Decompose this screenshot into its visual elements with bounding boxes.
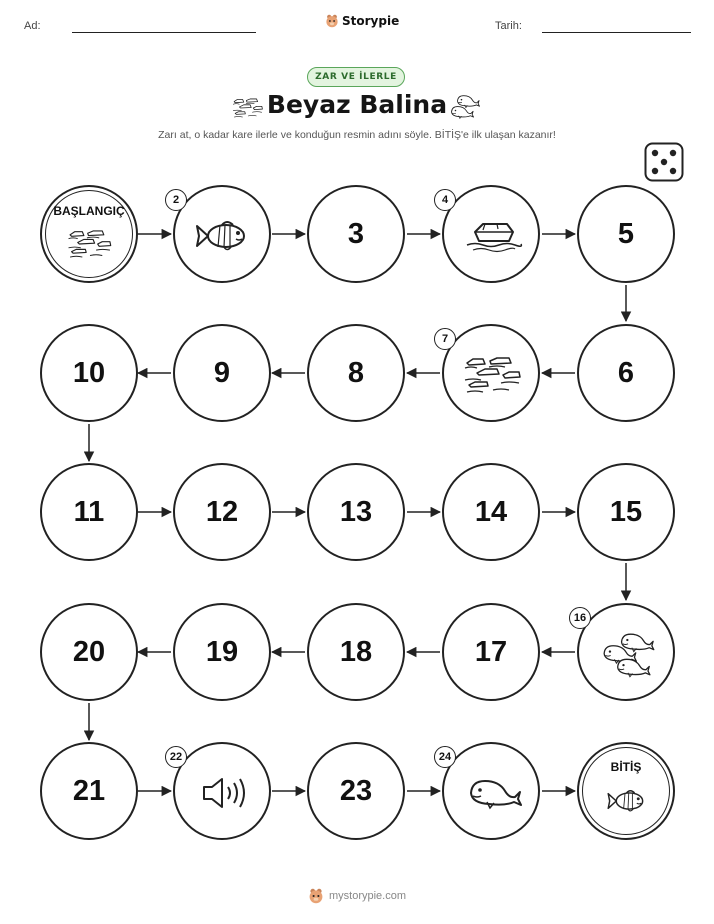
board-square[interactable] bbox=[40, 603, 138, 701]
ice-floes-icon bbox=[463, 350, 523, 400]
board-square[interactable] bbox=[442, 603, 540, 701]
board-square[interactable] bbox=[573, 603, 675, 701]
board-square[interactable] bbox=[307, 603, 405, 701]
board-square[interactable] bbox=[442, 324, 540, 422]
board-square[interactable] bbox=[40, 463, 138, 561]
beluga-pod-icon bbox=[599, 625, 657, 683]
square-number: 11 bbox=[73, 495, 105, 528]
square-number: 18 bbox=[339, 635, 373, 668]
board-square[interactable] bbox=[173, 463, 271, 561]
brand-name: Storypie bbox=[342, 14, 400, 28]
storypie-mascot-icon bbox=[308, 888, 324, 904]
fish-icon bbox=[606, 786, 650, 816]
board-square[interactable] bbox=[307, 742, 405, 840]
board-square[interactable] bbox=[577, 463, 675, 561]
square-number: 13 bbox=[339, 495, 373, 528]
square-number: 17 bbox=[474, 635, 508, 668]
board-square[interactable] bbox=[40, 742, 138, 840]
square-number: 15 bbox=[609, 495, 643, 528]
finish-square[interactable] bbox=[577, 742, 675, 840]
board-square[interactable] bbox=[307, 185, 405, 283]
fish-icon bbox=[194, 211, 254, 261]
board-square[interactable] bbox=[577, 185, 675, 283]
board-square[interactable] bbox=[442, 463, 540, 561]
board-square[interactable] bbox=[307, 324, 405, 422]
name-label: Ad: bbox=[24, 20, 41, 32]
square-number-tag: 24 bbox=[434, 746, 456, 768]
speaker-icon bbox=[194, 768, 254, 818]
square-number: 14 bbox=[474, 495, 508, 528]
start-square[interactable] bbox=[40, 185, 138, 283]
instructions: Zarı at, o kadar kare ilerle ve konduğun resmin adını söyle. BİTİŞ'e ilk ulaşan kazanır! bbox=[158, 129, 556, 141]
square-number: 20 bbox=[72, 635, 106, 668]
board-square[interactable] bbox=[438, 742, 540, 840]
page-title: Beyaz Balina bbox=[266, 90, 448, 119]
square-number: 5 bbox=[617, 217, 635, 250]
board-square[interactable] bbox=[40, 324, 138, 422]
board-square[interactable] bbox=[577, 324, 675, 422]
board-square[interactable] bbox=[173, 324, 271, 422]
ice-floe-icon bbox=[463, 211, 523, 261]
date-label: Tarih: bbox=[495, 20, 522, 32]
activity-badge: ZAR VE İLERLE bbox=[307, 67, 405, 87]
square-number-tag: 4 bbox=[434, 189, 456, 211]
square-number: 6 bbox=[617, 356, 635, 389]
square-number: 9 bbox=[213, 356, 231, 389]
square-number: 10 bbox=[72, 356, 106, 389]
square-number-tag: 16 bbox=[569, 607, 591, 629]
board-square[interactable] bbox=[169, 742, 271, 840]
square-number-tag: 7 bbox=[434, 328, 456, 350]
board-square[interactable] bbox=[307, 463, 405, 561]
footer bbox=[0, 888, 714, 904]
beluga-whale-icon bbox=[463, 768, 523, 818]
square-number-tag: 2 bbox=[165, 189, 187, 211]
board-square[interactable] bbox=[173, 603, 271, 701]
square-number-tag: 22 bbox=[165, 746, 187, 768]
square-number: 3 bbox=[347, 217, 365, 250]
finish-label: BİTİŞ bbox=[610, 760, 642, 774]
board-square[interactable] bbox=[442, 185, 540, 283]
square-number: 21 bbox=[72, 774, 106, 807]
start-label: BAŞLANGIÇ bbox=[53, 204, 125, 218]
square-number: 12 bbox=[205, 495, 239, 528]
board-square[interactable] bbox=[173, 185, 271, 283]
square-number: 8 bbox=[347, 356, 365, 389]
footer-url[interactable]: mystorypie.com bbox=[328, 890, 407, 902]
square-number: 23 bbox=[339, 774, 373, 807]
ice-floes-icon bbox=[67, 227, 113, 261]
square-number: 19 bbox=[205, 635, 239, 668]
